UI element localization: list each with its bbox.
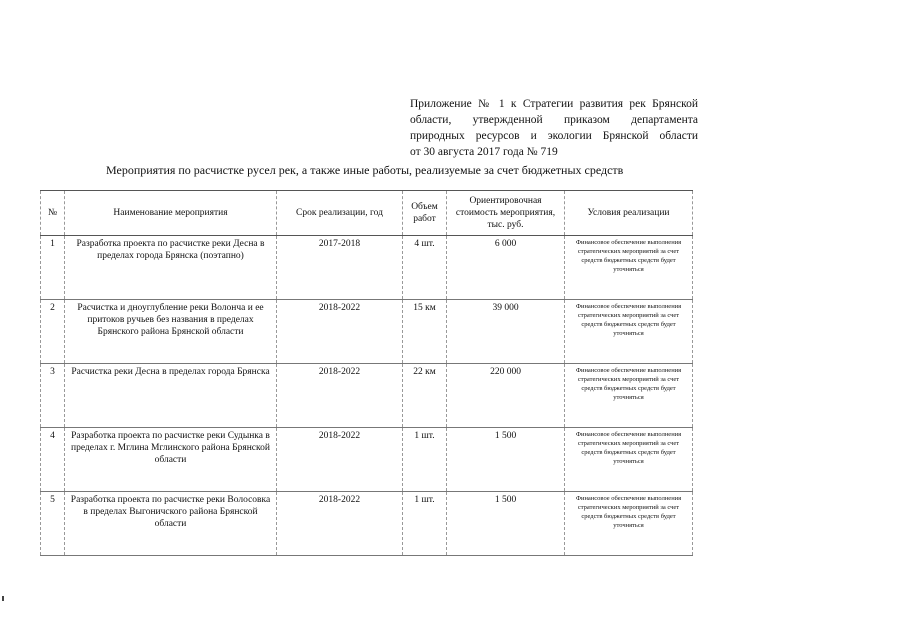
row-num: 2 [41,300,65,364]
row-term: 2018-2022 [277,428,403,492]
table-row [41,428,693,492]
row-name: Разработка проекта по расчистке реки Судынка в пределах г. Мглина Мглинского района Брянской области [65,428,277,492]
row-conditions: Финансовое обеспечение выполнения стратегических мероприятий за счет средств бюджетных средств будет уточняться [565,300,693,364]
header-num: № [41,191,65,236]
scan-mark [2,596,4,601]
appendix-line-1: Приложение № 1 к Стратегии развития рек Брянской [410,98,698,110]
row-volume: 4 шт. [403,236,447,300]
appendix-note [410,96,698,160]
row-volume: 1 шт. [403,428,447,492]
row-name: Расчистка реки Десна в пределах города Брянска [65,364,277,428]
header-name: Наименование мероприятия [65,191,277,236]
row-cost: 39 000 [447,300,565,364]
document-title: Мероприятия по расчистке русел рек, а также иные работы, реализуемые за счет бюджетных средств [106,163,624,177]
table-row [41,492,693,556]
row-num: 1 [41,236,65,300]
row-term: 2017-2018 [277,236,403,300]
row-cost: 1 500 [447,428,565,492]
row-name: Разработка проекта по расчистке реки Волосовка в пределах Выгоничского района Брянской области [65,492,277,556]
row-conditions: Финансовое обеспечение выполнения стратегических мероприятий за счет средств бюджетных средств будет уточняться [565,364,693,428]
row-conditions: Финансовое обеспечение выполнения стратегических мероприятий за счет средств бюджетных средств будет уточняться [565,236,693,300]
row-cost: 1 500 [447,492,565,556]
row-name: Расчистка и дноуглубление реки Волонча и ее притоков ручьев без названия в пределах Брянского района Брянской области [65,300,277,364]
header-cost: Ориентировочная стоимость мероприятия, тыс. руб. [447,191,565,236]
table-row [41,236,693,300]
row-cost: 220 000 [447,364,565,428]
row-term: 2018-2022 [277,364,403,428]
row-num: 3 [41,364,65,428]
appendix-line-4: от 30 августа 2017 года № 719 [410,146,558,158]
row-num: 4 [41,428,65,492]
header-term: Срок реализации, год [277,191,403,236]
row-num: 5 [41,492,65,556]
header-volume: Объем работ [403,191,447,236]
row-volume: 1 шт. [403,492,447,556]
row-term: 2018-2022 [277,300,403,364]
row-cost: 6 000 [447,236,565,300]
appendix-line-3: природных ресурсов и экологии Брянской области [410,130,698,142]
row-conditions: Финансовое обеспечение выполнения стратегических мероприятий за счет средств бюджетных средств будет уточняться [565,492,693,556]
row-name: Разработка проекта по расчистке реки Десна в пределах города Брянска (поэтапно) [65,236,277,300]
appendix-line-2: области, утвержденной приказом департамента [410,114,698,126]
measures-table [40,190,693,556]
row-volume: 22 км [403,364,447,428]
row-term: 2018-2022 [277,492,403,556]
table-header-row [41,191,693,236]
row-volume: 15 км [403,300,447,364]
header-conditions: Условия реализации [565,191,693,236]
table-row [41,300,693,364]
row-conditions: Финансовое обеспечение выполнения стратегических мероприятий за счет средств бюджетных средств будет уточняться [565,428,693,492]
table-row [41,364,693,428]
